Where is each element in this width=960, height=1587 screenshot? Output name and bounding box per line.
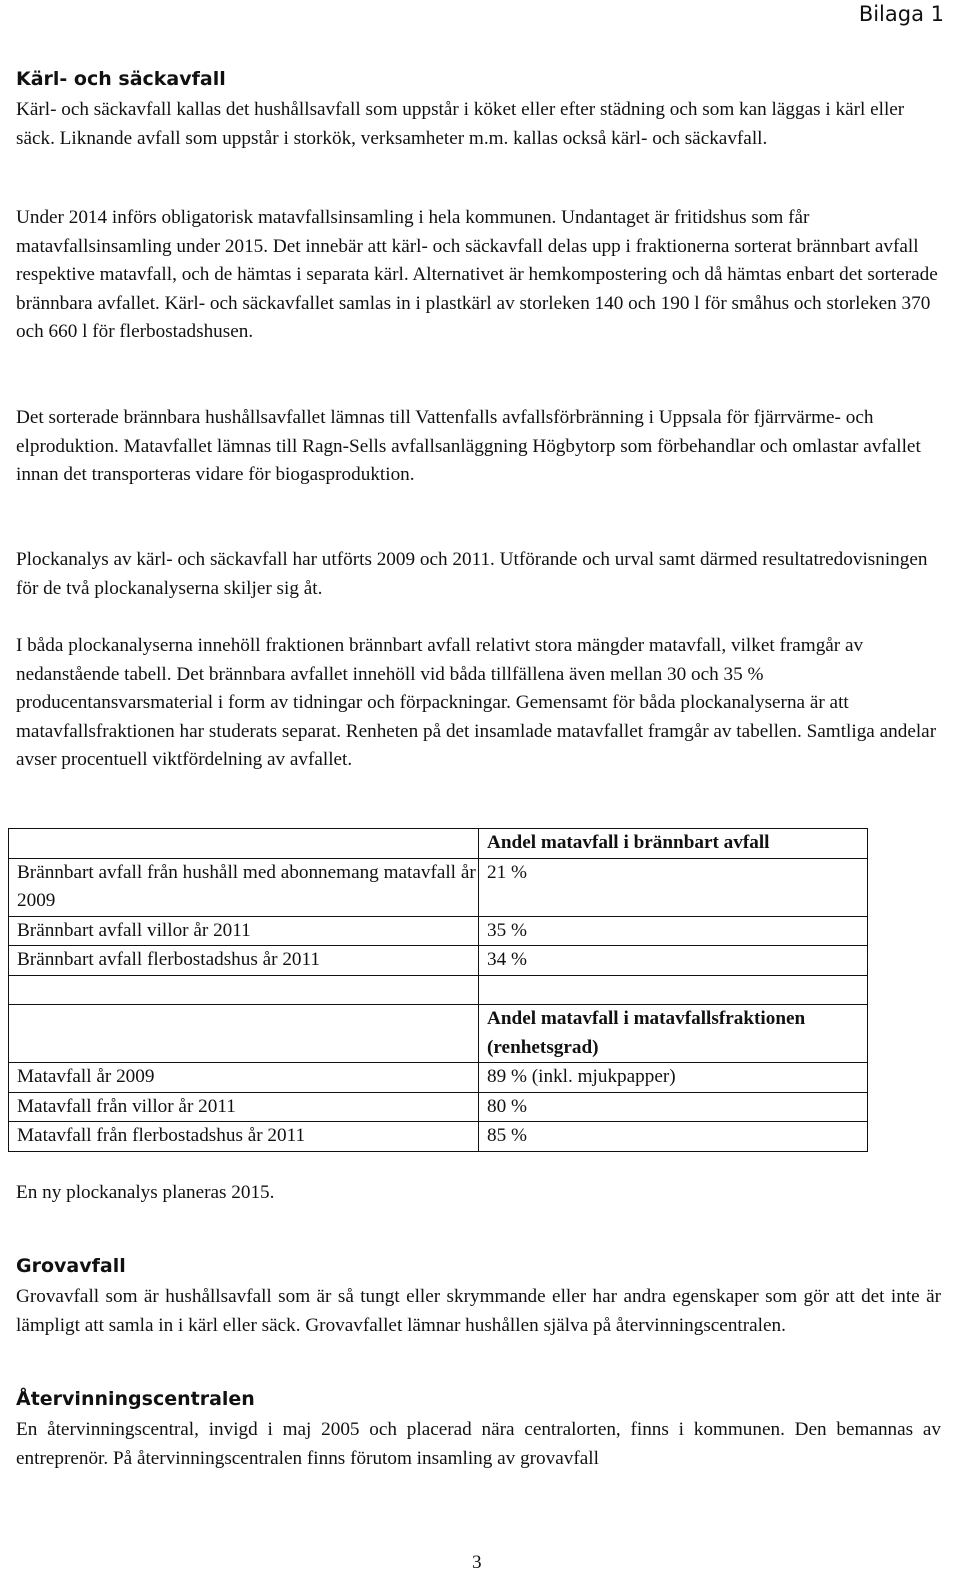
table-row [9, 1122, 868, 1152]
paragraph-plockanalys: Plockanalys av kärl- och säckavfall har utförts 2009 och 2011. Utförande och urval samt därmed resultatredovisningen för de två plockanalyserna skiljer sig åt. [16, 549, 928, 599]
matavfall-table [8, 828, 868, 1152]
paragraph-grovavfall: Grovavfall som är hushållsavfall som är så tungt eller skrymmande eller har andra egenskaper som gör att det inte är lämpligt att samla in i kärl eller säck. Grovavfallet lämnar hushållen själva på återvinningscentralen. [16, 1286, 941, 1336]
paragraph-brannbart-avfall: Det sorterade brännbara hushållsavfallet lämnas till Vattenfalls avfallsförbränning i Uppsala för fjärrvärme- och elproduktion. Matavfallet lämnas till Ragn-Sells avfallsanläggning Högbytorp som förbehandlar och omlastar avfallet innan det transporteras vidare för biogasproduktion. [16, 407, 921, 486]
section-heading-grovavfall: Grovavfall [16, 1255, 126, 1277]
table-row-label: Matavfall år 2009 [9, 1063, 479, 1093]
table-cell-empty [9, 975, 479, 1004]
page-number: 3 [472, 1552, 482, 1573]
table-header-renhetsgrad: Andel matavfall i matavfallsfraktionen (renhetsgrad) [479, 1004, 868, 1062]
table-row-label: Brännbart avfall flerbostadshus år 2011 [9, 946, 479, 976]
paragraph-matavfall-insamling: Under 2014 införs obligatorisk matavfallsinsamling i hela kommunen. Undantaget är fritidshus som får matavfallsinsamling under 2015. Det innebär att kärl- och säckavfall delas upp i fraktionerna sorterat brännbart avfall respektive matavfall, och de hämtas i separata kärl. Alternativet är hemkompostering och då hämtas enbart det sorterade brännbara avfallet. Kärl- och säckavfallet samlas in i plastkärl av storleken 140 och 190 l för småhus och storleken 370 och 660 l för flerbostadshusen. [16, 207, 938, 343]
paragraph-karl-intro: Kärl- och säckavfall kallas det hushållsavfall som uppstår i köket eller efter städning och som kan läggas i kärl eller säck. Liknande avfall som uppstår i storkök, verksamheter m.m. kallas också kärl- och säckavfall. [16, 99, 905, 149]
table-header-row [9, 829, 868, 859]
table-row [9, 1063, 868, 1093]
table-row-value: 89 % (inkl. mjukpapper) [479, 1063, 868, 1093]
table-row [9, 858, 868, 916]
section-heading-karl: Kärl- och säckavfall [16, 68, 226, 90]
table-row-value: 34 % [479, 946, 868, 976]
table-row-value: 35 % [479, 916, 868, 946]
table-header-row [9, 1004, 868, 1062]
table-row-label: Matavfall från villor år 2011 [9, 1092, 479, 1122]
table-cell-empty [9, 829, 479, 859]
table-row [9, 916, 868, 946]
table-row-value: 21 % [479, 858, 868, 916]
table-row [9, 1092, 868, 1122]
paragraph-atervinningscentralen: En återvinningscentral, invigd i maj 2005 och placerad nära centralorten, finns i kommunen. Den bemannas av entreprenör. På återvinningscentralen finns förutom insamling av grovavfall [16, 1419, 941, 1469]
table-row [9, 946, 868, 976]
section-heading-atervinningscentralen: Återvinningscentralen [16, 1388, 255, 1410]
paragraph-plockanalys-results: I båda plockanalyserna innehöll fraktionen brännbart avfall relativt stora mängder matavfall, vilket framgår av nedanstående tabell. Det brännbara avfallet innehöll vid båda tillfällena även mellan 30 och 35 % producentansvarsmaterial i form av tidningar och förpackningar. Gemensamt för båda plockanalyserna är att matavfallsfraktionen har studerats separat. Renheten på det insamlade matavfallet framgår av tabellen. Samtliga andelar avser procentuell viktfördelning av avfallet. [16, 635, 937, 771]
table-cell-empty [479, 975, 868, 1004]
table-header-brannbart: Andel matavfall i brännbart avfall [479, 829, 868, 859]
table-row-value: 85 % [479, 1122, 868, 1152]
page-header-label: Bilaga 1 [858, 2, 944, 26]
table-row-label: Brännbart avfall från hushåll med abonnemang matavfall år 2009 [9, 858, 479, 916]
table-cell-empty [9, 1004, 479, 1062]
paragraph-ny-plockanalys: En ny plockanalys planeras 2015. [16, 1182, 275, 1203]
table-row-label: Matavfall från flerbostadshus år 2011 [9, 1122, 479, 1152]
table-row-label: Brännbart avfall villor år 2011 [9, 916, 479, 946]
table-spacer-row [9, 975, 868, 1004]
table-row-value: 80 % [479, 1092, 868, 1122]
